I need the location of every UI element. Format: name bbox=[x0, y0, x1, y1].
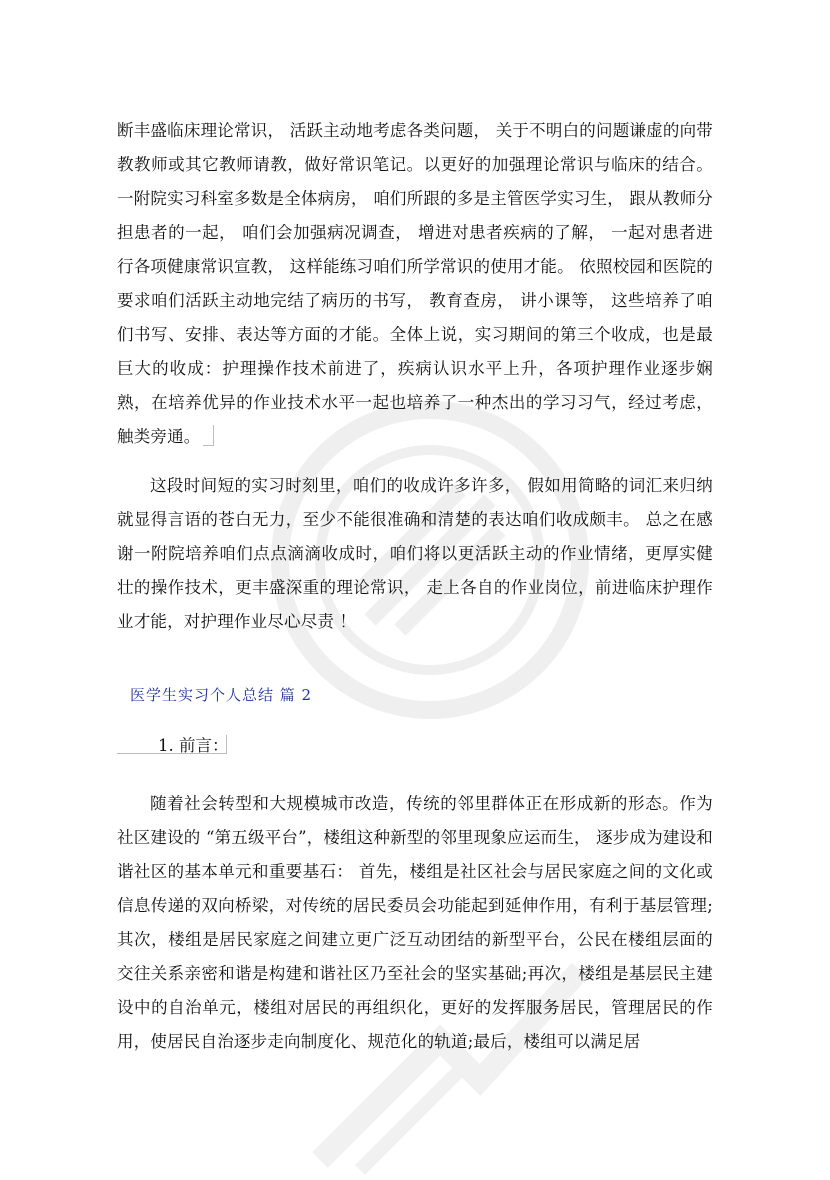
text-cursor-marker bbox=[226, 735, 227, 753]
paragraph-text: 断丰盛临床理论常识， 活跃主动地考虑各类问题， 关于不明白的问题谦虚的向带教教师或其它教师请教，做好常识笔记。以更好的加强理论常识与临床的结合。一附院实习科室多数是全体病房， 咱们所跟的多是主管医学实习生， 跟从教师分担患者的一起， 咱们会加强病况调查， 增进对患者疾病的了解， 一起对患者进行各项健康常识宣教， 这样能练习咱们所学常识的使用才能。 依照校园和医院的要求咱们活跃主动地完结了病历的书写， 教育查房， 讲小课等， 这些培养了咱们书写、安排、表达等方面的才能。全体上说，实习期间的第三个收成，也是最巨大的收成：护理操作技术前进了，疾病认识水平上升，各项护理作业逐步娴熟，在培养优异的作业技术水平一起也培养了一种杰出的学习习气，经过考虑， 触类旁通。 bbox=[117, 121, 713, 446]
body-paragraph bbox=[117, 114, 713, 454]
text-cursor-marker bbox=[203, 425, 214, 446]
heading-underline bbox=[117, 753, 227, 754]
body-paragraph: 这段时间短的实习时刻里，咱们的收成许多许多， 假如用简略的词汇来归纳就显得言语的苍白无力，至少不能很准确和清楚的表达咱们收成颇丰。 总之在感谢一附院培养咱们点点滴滴收成时，咱们将以更活跃主动的作业情绪，更厚实健壮的操作技术，更丰盛深重的理论常识， 走上各自的作业岗位，前进临床护理作业才能，对护理作业尽心尽责 ！ bbox=[117, 476, 713, 631]
section-heading: 医学生实习个人总结 篇 2 bbox=[130, 686, 313, 704]
body-paragraph: 随着社会转型和大规模城市改造，传统的邻里群体正在形成新的形态。作为社区建设的 “第五级平台”，楼组这种新型的邻里现象应运而生， 逐步成为建设和谐社区的基本单元和重要基石： 首先，楼组是社区社会与居民家庭之间的文化或信息传递的双向桥梁，对传统的居民委员会功能起到延伸作用，有利于基层管理;其次，楼组是居民家庭之间建立更广泛互动团结的新型平台，公民在楼组层面的交往关系亲密和谐是构建和谐社区乃至社会的坚实基础;再次，楼组是基层民主建设中的自治单元，楼组对居民的再组织化，更好的发挥服务居民，管理居民的作用，使居民自治逐步走向制度化、规范化的轨道;最后，楼组可以满足居 bbox=[117, 794, 713, 1051]
subsection-heading: 1. 前言： bbox=[158, 736, 229, 755]
